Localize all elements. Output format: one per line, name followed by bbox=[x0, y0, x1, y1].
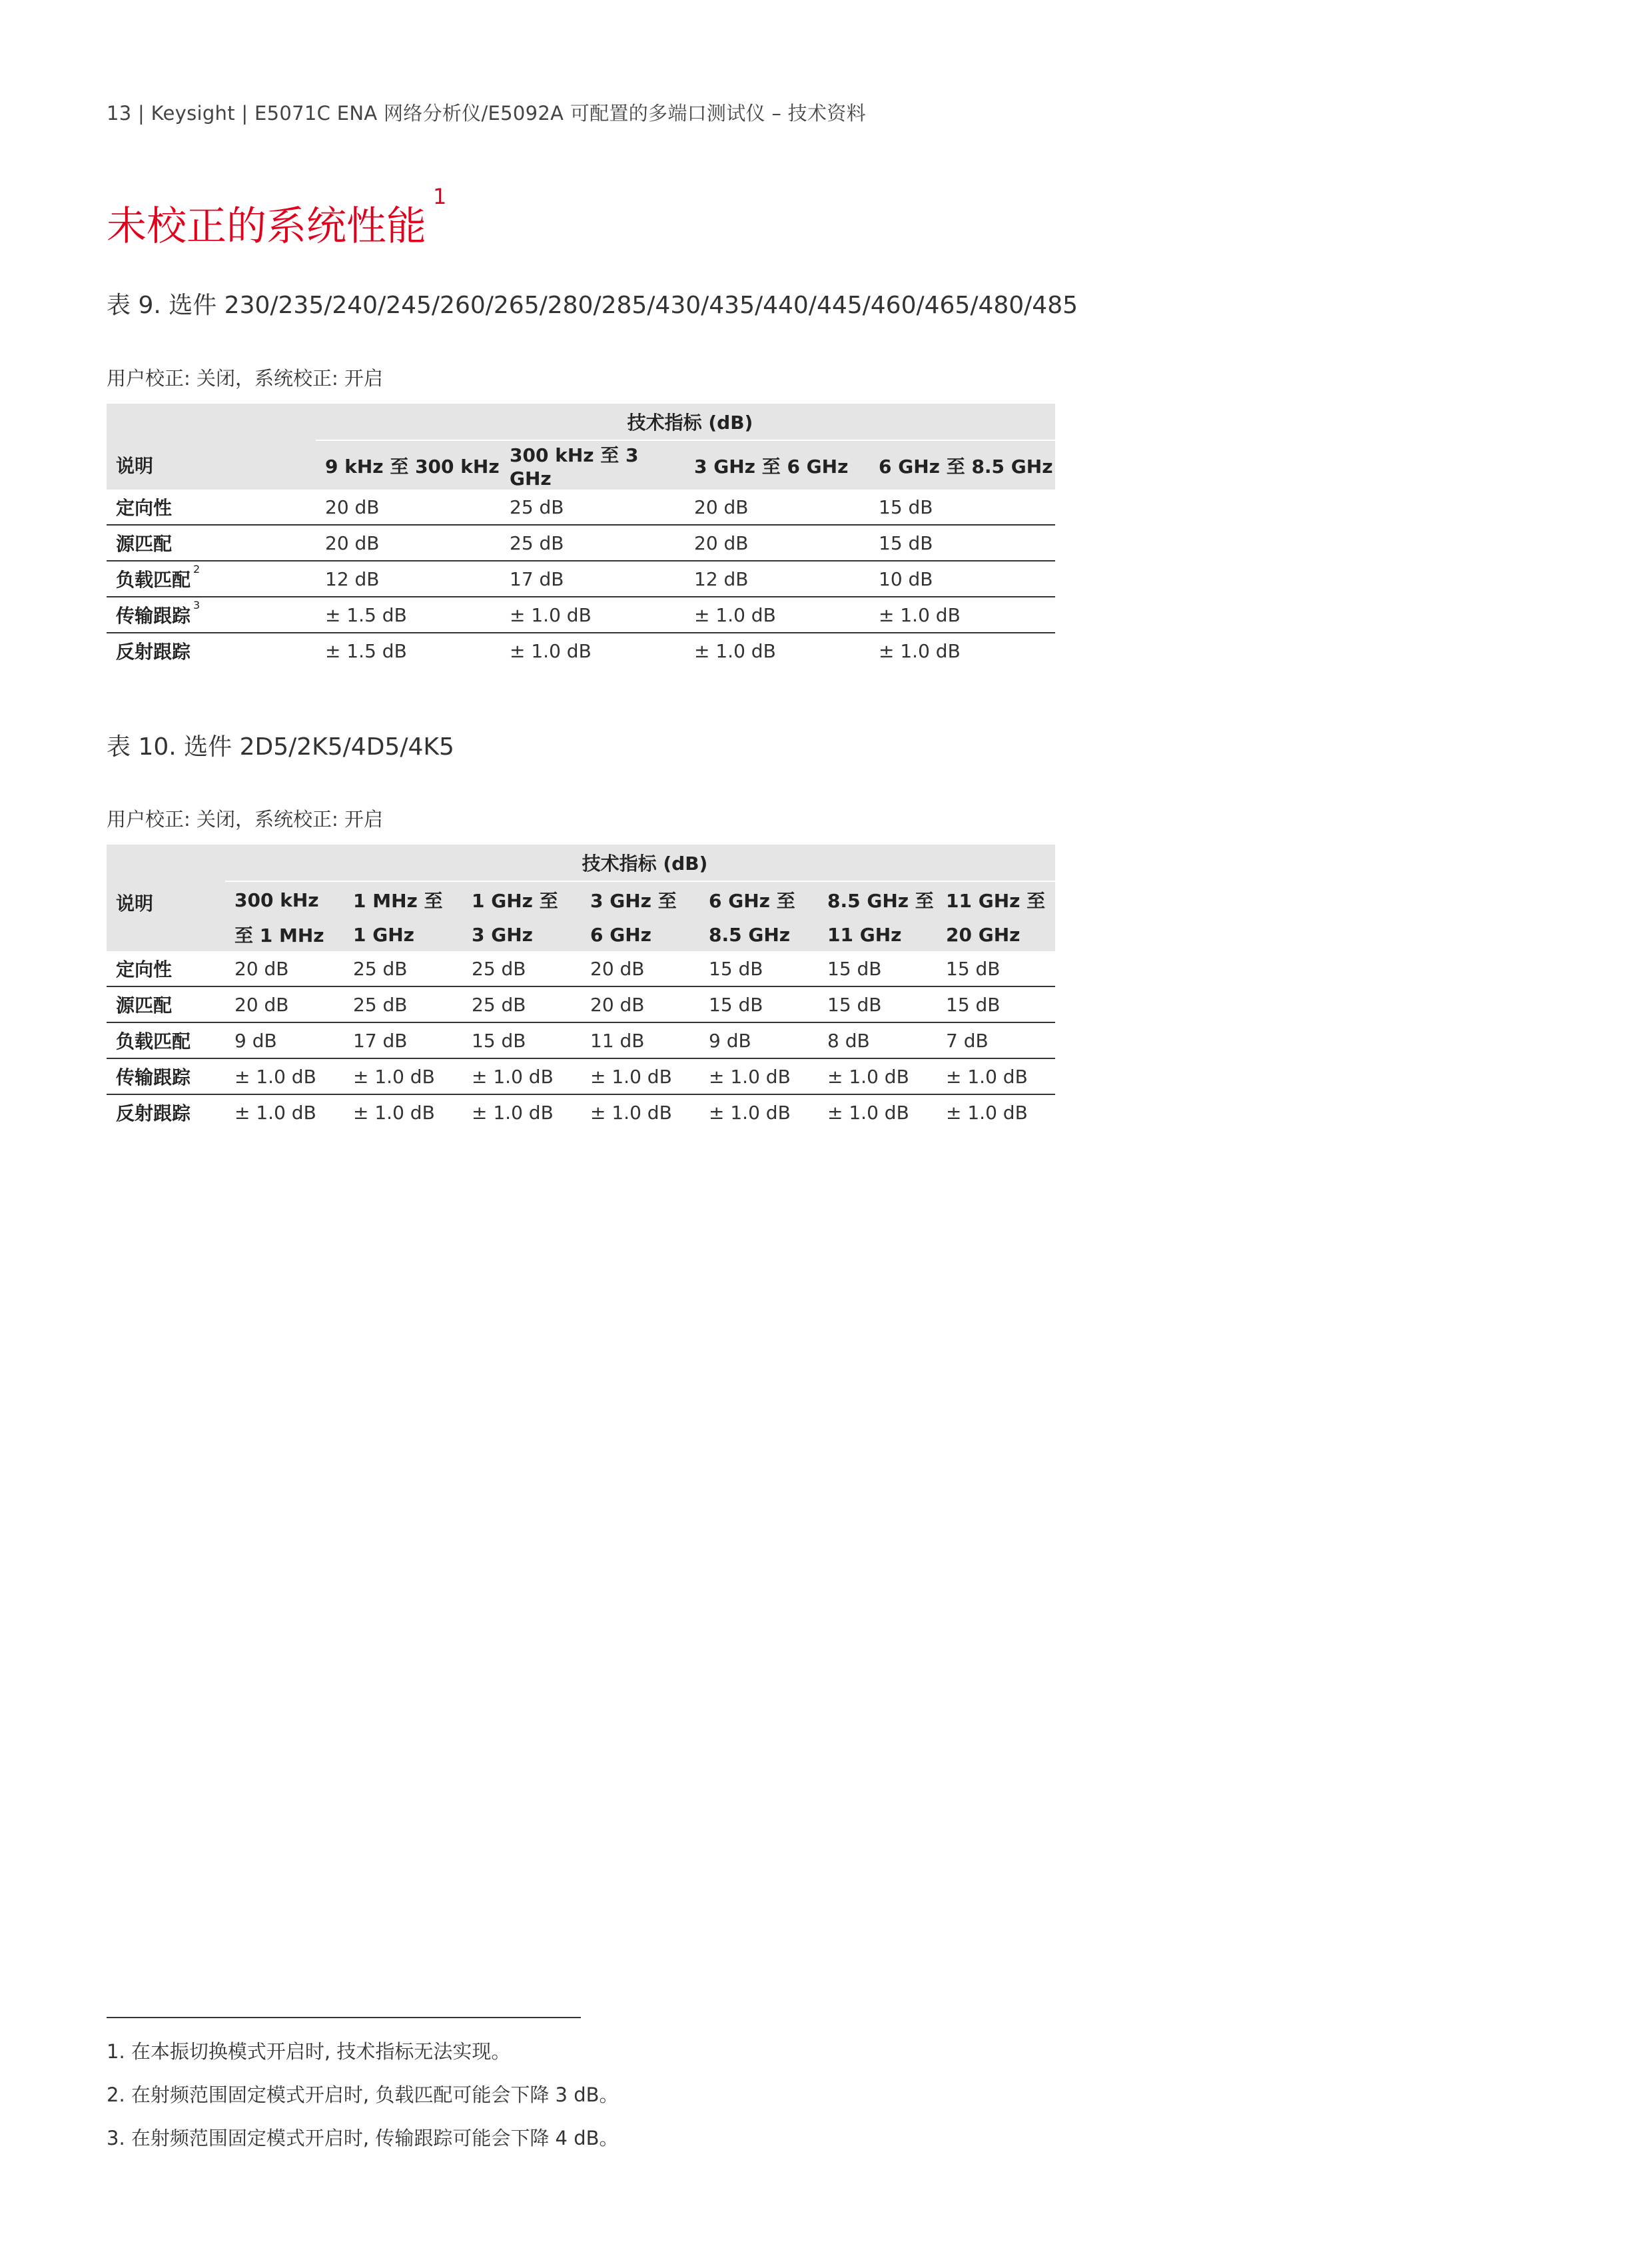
table-cell: 25 dB bbox=[472, 957, 526, 980]
row-label-text: 源匹配 bbox=[116, 994, 173, 1016]
table-cell: 25 dB bbox=[510, 496, 564, 518]
row-label bbox=[107, 1094, 225, 1130]
table10-column-header: 11 GHz 至 bbox=[946, 890, 1046, 912]
row-label-text: 传输跟踪 bbox=[116, 1066, 191, 1088]
table-cell: 12 dB bbox=[325, 567, 380, 590]
table10-column-header: 6 GHz 至 bbox=[709, 890, 795, 912]
table-cell: 15 dB bbox=[879, 532, 933, 554]
table-cell: 25 dB bbox=[510, 532, 564, 554]
table-cell: 17 dB bbox=[510, 567, 564, 590]
table10-column-header-sub: 11 GHz bbox=[827, 923, 902, 946]
table-cell: ± 1.0 dB bbox=[590, 1101, 672, 1124]
table9-group-header-row bbox=[107, 404, 1055, 440]
table10-column-header-sub: 20 GHz bbox=[946, 923, 1021, 946]
table10-column-header-sub: 1 GHz bbox=[353, 923, 414, 946]
table-cell: ± 1.0 dB bbox=[709, 1065, 791, 1088]
table-cell: 8 dB bbox=[827, 1029, 870, 1052]
table-cell: 15 dB bbox=[879, 496, 933, 518]
row-label-text: 负载匹配 bbox=[116, 1030, 191, 1052]
footnote-rule bbox=[107, 2017, 581, 2018]
table-cell: ± 1.0 dB bbox=[472, 1065, 554, 1088]
table-cell: 20 dB bbox=[590, 993, 645, 1016]
table9-column-header: 6 GHz 至 8.5 GHz bbox=[879, 455, 1053, 478]
table-row bbox=[107, 1058, 1055, 1094]
table9-column-header: 300 kHz 至 3 GHz bbox=[510, 444, 639, 490]
table-row bbox=[107, 490, 1055, 525]
table10-column-header-sub: 8.5 GHz bbox=[709, 923, 791, 946]
table9-desc-header: 说明 bbox=[116, 455, 154, 477]
footnote-3: 3. 在射频范围固定模式开启时, 传输跟踪可能会下降 4 dB。 bbox=[107, 2127, 619, 2149]
table10-column-header-sub: 至 1 MHz bbox=[234, 925, 324, 946]
table-cell: 20 dB bbox=[694, 532, 749, 554]
table-cell: ± 1.0 dB bbox=[353, 1065, 435, 1088]
table9-condition: 用户校正: 关闭，系统校正: 开启 bbox=[107, 367, 383, 390]
table-cell: 20 dB bbox=[325, 496, 380, 518]
table10-column-header-row bbox=[107, 881, 1055, 918]
table-cell: ± 1.0 dB bbox=[946, 1065, 1028, 1088]
table-cell: ± 1.0 dB bbox=[879, 603, 961, 626]
table-cell: 20 dB bbox=[694, 496, 749, 518]
table-cell: 15 dB bbox=[472, 1029, 526, 1052]
row-label-text: 源匹配 bbox=[116, 533, 173, 555]
table-cell: ± 1.0 dB bbox=[353, 1101, 435, 1124]
table10-condition: 用户校正: 关闭，系统校正: 开启 bbox=[107, 808, 383, 831]
footnote-ref: 3 bbox=[193, 599, 201, 611]
row-label bbox=[107, 1022, 225, 1058]
table10-column-header: 3 GHz 至 bbox=[590, 890, 677, 912]
table-cell: 15 dB bbox=[946, 957, 1001, 980]
table10-column-header: 8.5 GHz 至 bbox=[827, 890, 934, 912]
table-cell: ± 1.0 dB bbox=[879, 639, 961, 662]
table-row bbox=[107, 561, 1055, 597]
row-label bbox=[107, 597, 316, 633]
row-label-text: 传输跟踪 bbox=[116, 605, 191, 627]
table9-header-spacer bbox=[107, 404, 316, 440]
row-label-text: 反射跟踪 bbox=[116, 641, 191, 663]
table10-group-header-row bbox=[107, 845, 1055, 881]
table9-column-header: 9 kHz 至 300 kHz bbox=[325, 455, 500, 478]
footnote-2: 2. 在射频范围固定模式开启时, 负载匹配可能会下降 3 dB。 bbox=[107, 2083, 619, 2106]
table-cell: 15 dB bbox=[827, 957, 882, 980]
table10-spec-header: 技术指标 (dB) bbox=[225, 845, 1055, 881]
table-row bbox=[107, 1094, 1055, 1130]
table-row bbox=[107, 597, 1055, 633]
table-row bbox=[107, 525, 1055, 561]
table-cell: 7 dB bbox=[946, 1029, 989, 1052]
table10-desc-header: 说明 bbox=[116, 893, 154, 915]
table-cell: 20 dB bbox=[590, 957, 645, 980]
table-cell: ± 1.0 dB bbox=[827, 1065, 909, 1088]
table10-header-spacer bbox=[107, 845, 225, 881]
table10-caption: 表 10. 选件 2D5/2K5/4D5/4K5 bbox=[107, 733, 454, 761]
table-cell: ± 1.0 dB bbox=[472, 1101, 554, 1124]
table10-column-header: 300 kHz bbox=[234, 889, 319, 911]
row-label bbox=[107, 525, 316, 561]
table-cell: 10 dB bbox=[879, 567, 933, 590]
table-row bbox=[107, 633, 1055, 668]
table-cell: ± 1.0 dB bbox=[510, 603, 592, 626]
table9-caption: 表 9. 选件 230/235/240/245/260/265/280/285/430/435/440/445/460/465/480/485 bbox=[107, 292, 1078, 319]
row-label bbox=[107, 561, 316, 597]
table9 bbox=[107, 404, 1055, 668]
table-cell: ± 1.0 dB bbox=[709, 1101, 791, 1124]
table-cell: ± 1.0 dB bbox=[590, 1065, 672, 1088]
table10-column-header-row-2 bbox=[107, 918, 1055, 951]
table-cell: 25 dB bbox=[353, 957, 408, 980]
table-cell: 12 dB bbox=[694, 567, 749, 590]
table10-column-header-sub: 6 GHz bbox=[590, 923, 651, 946]
table-cell: 15 dB bbox=[709, 993, 763, 1016]
table-row bbox=[107, 951, 1055, 986]
row-label bbox=[107, 633, 316, 668]
footnote-ref: 1 bbox=[433, 184, 447, 209]
row-label-text: 定向性 bbox=[116, 497, 173, 519]
table-cell: ± 1.5 dB bbox=[325, 639, 407, 662]
table10-column-header: 1 MHz 至 bbox=[353, 890, 443, 912]
table-cell: 11 dB bbox=[590, 1029, 645, 1052]
table10-column-header: 1 GHz 至 bbox=[472, 890, 558, 912]
table-cell: ± 1.0 dB bbox=[827, 1101, 909, 1124]
table-cell: 15 dB bbox=[709, 957, 763, 980]
section-title bbox=[107, 184, 447, 252]
table-cell: ± 1.0 dB bbox=[234, 1101, 316, 1124]
table-cell: ± 1.5 dB bbox=[325, 603, 407, 626]
table-cell: 15 dB bbox=[827, 993, 882, 1016]
table-cell: ± 1.0 dB bbox=[694, 639, 776, 662]
table10-column-header-sub: 3 GHz bbox=[472, 923, 533, 946]
running-header: 13 | Keysight | E5071C ENA 网络分析仪/E5092A 可配置的多端口测试仪 – 技术资料 bbox=[107, 102, 866, 125]
row-label-text: 负载匹配 bbox=[116, 569, 191, 591]
table-cell: 20 dB bbox=[325, 532, 380, 554]
table-cell: 25 dB bbox=[472, 993, 526, 1016]
table-row bbox=[107, 986, 1055, 1022]
table-cell: 17 dB bbox=[353, 1029, 408, 1052]
table9-spec-header: 技术指标 (dB) bbox=[316, 404, 1055, 440]
table-cell: ± 1.0 dB bbox=[946, 1101, 1028, 1124]
row-label-text: 反射跟踪 bbox=[116, 1102, 191, 1124]
table-cell: 25 dB bbox=[353, 993, 408, 1016]
table-cell: 20 dB bbox=[234, 957, 289, 980]
table-cell: ± 1.0 dB bbox=[510, 639, 592, 662]
table9-column-header-row bbox=[107, 440, 1055, 490]
row-label bbox=[107, 490, 316, 525]
row-label bbox=[107, 951, 225, 986]
table-cell: 20 dB bbox=[234, 993, 289, 1016]
footnote-ref: 2 bbox=[193, 563, 201, 575]
row-label bbox=[107, 1058, 225, 1094]
section-title-text: 未校正的系统性能 bbox=[107, 203, 426, 250]
row-label-text: 定向性 bbox=[116, 958, 173, 980]
row-label bbox=[107, 986, 225, 1022]
table-cell: 15 dB bbox=[946, 993, 1001, 1016]
table9-column-header: 3 GHz 至 6 GHz bbox=[694, 455, 849, 478]
table-cell: ± 1.0 dB bbox=[694, 603, 776, 626]
footnote-1: 1. 在本振切换模式开启时, 技术指标无法实现。 bbox=[107, 2040, 511, 2063]
table-cell: 9 dB bbox=[234, 1029, 277, 1052]
table-cell: ± 1.0 dB bbox=[234, 1065, 316, 1088]
table-row bbox=[107, 1022, 1055, 1058]
table-cell: 9 dB bbox=[709, 1029, 751, 1052]
table10 bbox=[107, 845, 1055, 1130]
